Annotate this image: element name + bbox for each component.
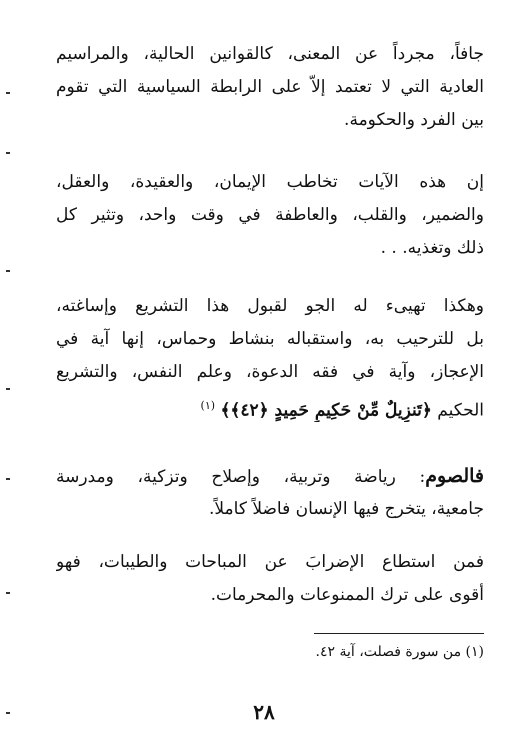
emphasized-word: فالصوم <box>425 465 484 487</box>
text-line: فالصوم: رياضة وتربية، وإصلاح وتزكية، ومدرسة <box>56 465 484 487</box>
quran-verse: ﴿تَنزِيلٌ مِّنْ حَكِيمٍ حَمِيدٍ ﴿٤٢﴾﴾ <box>220 400 432 421</box>
text-line: العادية التي لا تعتمد إلاّ على الرابطة السياسية التي تقوم <box>56 77 484 97</box>
margin-mark <box>6 478 10 480</box>
text-line: بل للترحيب به، واستقباله بنشاط وحماس، إنها آية في <box>56 329 484 349</box>
text-line: جامعية، يتخرج فيها الإنسان فاضلاً كاملاً. <box>209 499 484 519</box>
margin-mark <box>6 92 10 94</box>
text-line: بين الفرد والحكومة. <box>344 110 484 130</box>
text-line: والضمير، والقلب، والعاطفة في وقت واحد، وتثير كل <box>56 205 484 225</box>
margin-mark <box>6 152 10 154</box>
margin-mark <box>6 270 10 272</box>
footnote-separator <box>314 633 484 634</box>
text-line-quran <box>56 389 484 422</box>
footnote-marker: (١) <box>465 644 484 660</box>
text-line: الإعجاز، وآية في فقه الدعوة، وعلم النفس، والتشريع <box>56 362 484 382</box>
footnote-reference: (١) <box>200 399 216 412</box>
text-line: وهكذا تهيىء له الجو لقبول هذا التشريع وإساغته، <box>56 296 484 316</box>
paragraph-3 <box>56 290 484 422</box>
paragraph-5 <box>56 546 484 612</box>
text-line: جافاً، مجرداً عن المعنى، كالقوانين الحالية، والمراسيم <box>56 44 484 64</box>
text-line: فمن استطاع الإضرابَ عن المباحات والطيبات، فهو <box>56 552 484 572</box>
paragraph-2 <box>56 166 484 265</box>
text-line: إن هذه الآيات تخاطب الإيمان، والعقيدة، والعقل، <box>56 172 484 192</box>
line-prefix: الحكيم <box>437 400 484 421</box>
page-number: ٢٨ <box>253 700 275 724</box>
paragraph-4 <box>56 460 484 526</box>
text-line: أقوى على ترك الممنوعات والمحرمات. <box>210 585 484 605</box>
footnote <box>160 640 484 664</box>
text-line: ذلك وتغذيه. . . <box>380 238 484 258</box>
paragraph-1 <box>56 38 484 137</box>
margin-mark <box>6 592 10 594</box>
margin-mark <box>6 388 10 390</box>
footnote-text: من سورة فصلت، آية ٤٢. <box>315 644 462 660</box>
